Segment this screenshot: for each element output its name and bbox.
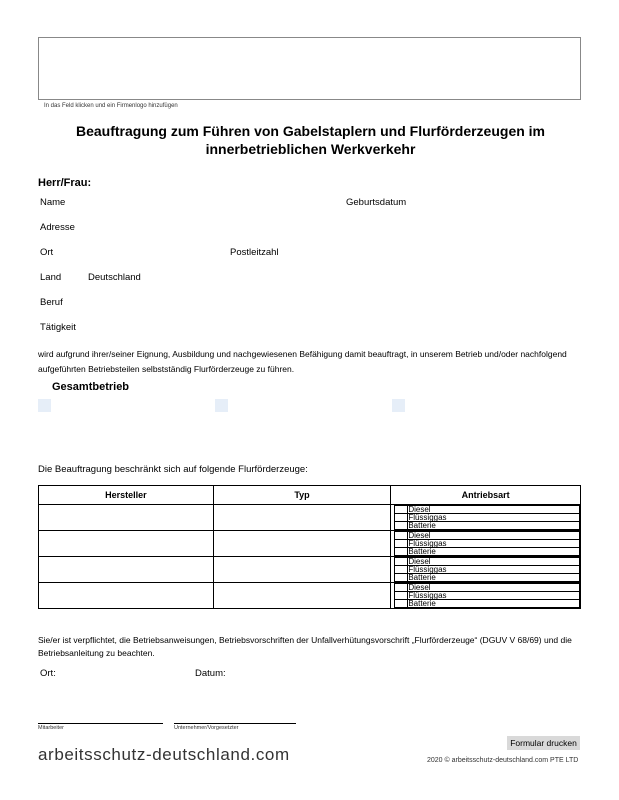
restriction-text: Die Beauftragung beschränkt sich auf folgende Flurförderzeuge:: [38, 464, 308, 475]
drive-option-label: Diesel: [408, 506, 580, 514]
person-heading: Herr/Frau:: [38, 177, 92, 189]
date-label: Datum:: [195, 668, 226, 679]
type-cell[interactable]: [213, 505, 391, 531]
country-label: Land: [40, 272, 62, 283]
vehicle-table: [38, 485, 581, 609]
drive-cell: [391, 583, 581, 609]
drive-checkbox[interactable]: [395, 592, 408, 600]
table-row: [39, 557, 581, 583]
drive-option-label: Diesel: [408, 558, 580, 566]
drive-option-label: Diesel: [408, 532, 580, 540]
drive-option-label: Batterie: [408, 522, 580, 530]
drive-checkbox[interactable]: [395, 574, 408, 582]
city-label: Ort: [40, 247, 54, 258]
header-manufacturer: Hersteller: [39, 486, 214, 505]
logo-hint: In das Feld klicken und ein Firmenlogo hinzufügen: [44, 103, 178, 109]
table-header-row: [39, 486, 581, 505]
drive-checkbox[interactable]: [395, 506, 408, 514]
scope-field-3[interactable]: [392, 399, 405, 412]
drive-checkbox[interactable]: [395, 548, 408, 556]
manufacturer-cell[interactable]: [39, 557, 214, 583]
copyright-text: 2020 © arbeitsschutz-deutschland.com PTE LTD: [427, 757, 579, 764]
scope-field-2[interactable]: [215, 399, 228, 412]
employee-signature-line[interactable]: [38, 723, 163, 724]
drive-option-label: Batterie: [408, 574, 580, 582]
type-cell[interactable]: [213, 557, 391, 583]
drive-checkbox[interactable]: [395, 514, 408, 522]
obligation-text: Sie/er ist verpflichtet, die Betriebsanweisungen, Betriebsvorschriften der Unfallverhütungsvorschrift „Flurförderzeuge“ (DGUV V 68/69) und die Betriebsanleitung zu beachten.: [38, 635, 572, 658]
drive-option-row: [395, 548, 580, 556]
table-row: [39, 583, 581, 609]
name-label: Name: [40, 197, 66, 208]
document-title: Beauftragung zum Führen von Gabelstaplern und Flurförderzeugen im innerbetrieblichen Werkverkehr: [75, 123, 546, 157]
drive-checkbox[interactable]: [395, 558, 408, 566]
drive-option-label: Flüssiggas: [408, 540, 580, 548]
manufacturer-cell[interactable]: [39, 505, 214, 531]
header-type: Typ: [213, 486, 391, 505]
drive-option-label: Batterie: [408, 600, 580, 608]
brand-logo: arbeitsschutz-deutschland.com: [38, 745, 290, 764]
drive-option-row: [395, 600, 580, 608]
drive-option-label: Batterie: [408, 548, 580, 556]
authorization-text: wird aufgrund ihrer/seiner Eignung, Ausbildung und nachgewiesenen Befähigung damit beauftragt, in unserem Betrieb und/oder nachfolgend aufgeführten Betriebsteilen selbstständig Flurförderzeuge zu führen.: [38, 349, 567, 374]
manufacturer-cell[interactable]: [39, 531, 214, 557]
drive-option-label: Flüssiggas: [408, 514, 580, 522]
drive-cell: [391, 557, 581, 583]
employer-signature-label: Unternehmer/Vorgesetzter: [174, 725, 239, 731]
activity-label: Tätigkeit: [40, 322, 76, 333]
drive-checkbox[interactable]: [395, 584, 408, 592]
drive-checkbox[interactable]: [395, 532, 408, 540]
type-cell[interactable]: [213, 583, 391, 609]
zip-label: Postleitzahl: [230, 247, 279, 258]
scope-field-1[interactable]: [38, 399, 51, 412]
type-cell[interactable]: [213, 531, 391, 557]
employee-signature-label: Mitarbeiter: [38, 725, 64, 731]
header-drive: Antriebsart: [391, 486, 581, 505]
profession-label: Beruf: [40, 297, 63, 308]
birthdate-label: Geburtsdatum: [346, 197, 407, 208]
print-form-button[interactable]: Formular drucken: [507, 736, 580, 750]
logo-upload-field[interactable]: [38, 37, 581, 100]
place-label: Ort:: [40, 668, 56, 679]
drive-cell: [391, 531, 581, 557]
address-label: Adresse: [40, 222, 75, 233]
country-value[interactable]: Deutschland: [88, 272, 141, 283]
employer-signature-line[interactable]: [174, 723, 296, 724]
scope-label: Gesamtbetrieb: [52, 381, 130, 393]
drive-option-label: Flüssiggas: [408, 566, 580, 574]
drive-option-row: [395, 522, 580, 530]
drive-checkbox[interactable]: [395, 600, 408, 608]
manufacturer-cell[interactable]: [39, 583, 214, 609]
table-row: [39, 531, 581, 557]
drive-cell: [391, 505, 581, 531]
drive-option-label: Flüssiggas: [408, 592, 580, 600]
drive-option-label: Diesel: [408, 584, 580, 592]
drive-checkbox[interactable]: [395, 522, 408, 530]
drive-checkbox[interactable]: [395, 566, 408, 574]
drive-checkbox[interactable]: [395, 540, 408, 548]
table-row: [39, 505, 581, 531]
drive-option-row: [395, 574, 580, 582]
